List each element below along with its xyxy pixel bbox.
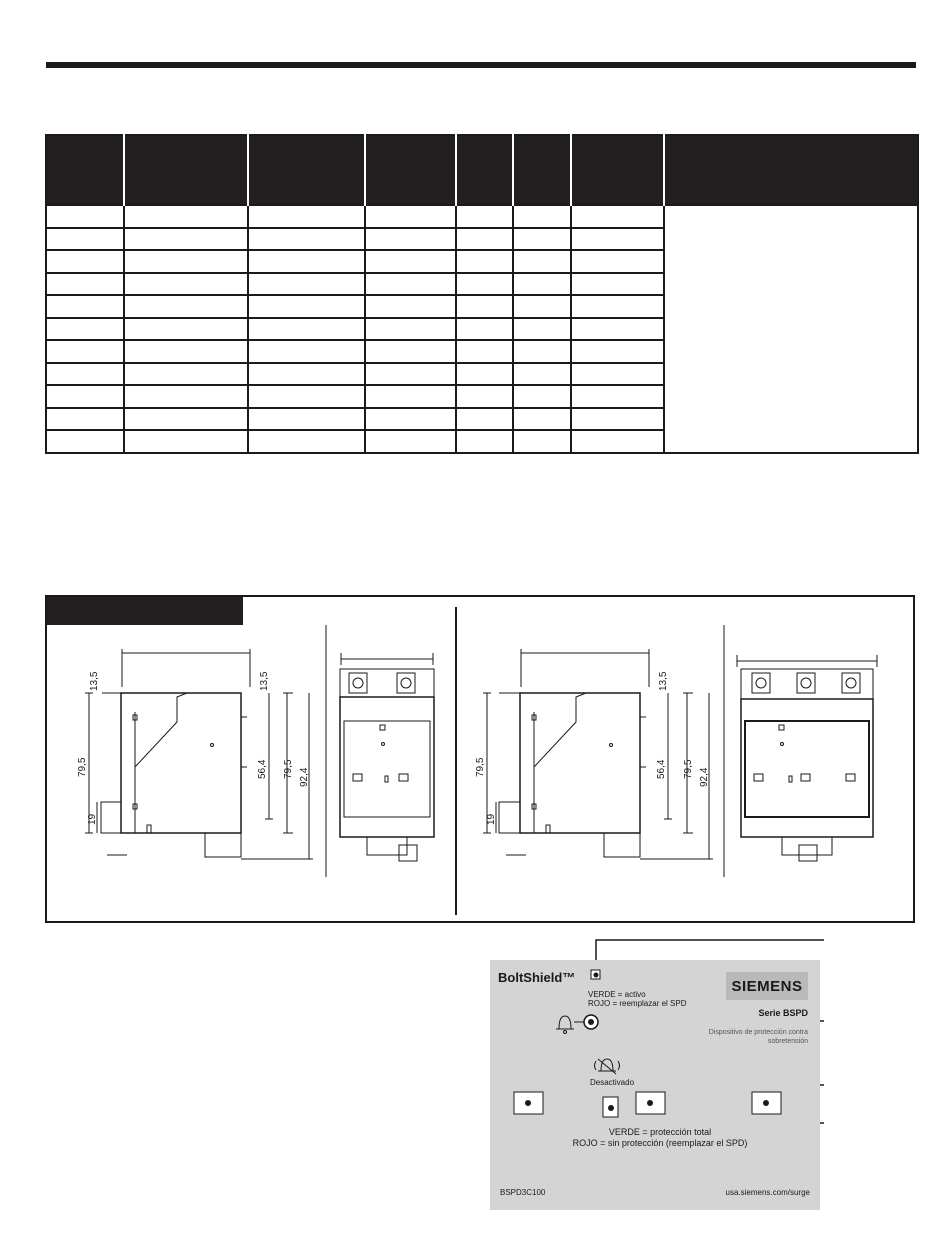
dim-label-height-mid-2: 56,4 bbox=[656, 759, 667, 779]
status-line-replace: ROJO = reemplazar el SPD bbox=[588, 999, 687, 1008]
label-series: Serie BSPD bbox=[758, 1008, 808, 1018]
status-line-active: VERDE = activo bbox=[588, 990, 646, 999]
label-graphics bbox=[490, 960, 820, 1210]
dim-label-height-total: 79,5 bbox=[77, 757, 88, 777]
protection-line-none: ROJO = sin protección (reemplazar el SPD) bbox=[572, 1138, 748, 1148]
muted-bell-icon bbox=[595, 1059, 620, 1074]
label-brand: BoltShield™ bbox=[498, 970, 576, 985]
dim-label-height-total-2: 79,5 bbox=[475, 757, 486, 777]
dim-label-right: 13,5 bbox=[259, 671, 270, 691]
dim-label-left: 13,5 bbox=[89, 671, 100, 691]
dim-label-height-right: 79,5 bbox=[283, 759, 294, 779]
dim-label-height-right-2: 79,5 bbox=[683, 759, 694, 779]
label-model: BSPD3C100 bbox=[500, 1188, 546, 1197]
label-disabled: Desactivado bbox=[590, 1078, 635, 1087]
bell-icon bbox=[556, 1016, 584, 1034]
dim-label-base-2: 19 bbox=[486, 813, 497, 825]
dim-label-height-mid: 56,4 bbox=[257, 759, 268, 779]
dim-label-right-2: 13,5 bbox=[658, 671, 669, 691]
siemens-logo: SIEMENS bbox=[726, 972, 808, 1000]
dim-label-base: 19 bbox=[87, 813, 98, 825]
dim-label-height-overall-2: 92,4 bbox=[699, 767, 710, 787]
label-description: Dispositivo de protección contra sobretensión bbox=[708, 1029, 808, 1045]
label-url: usa.siemens.com/surge bbox=[725, 1188, 810, 1197]
protection-line-full: VERDE = protección total bbox=[608, 1127, 712, 1137]
product-label bbox=[490, 960, 820, 1210]
dim-label-height-overall: 92,4 bbox=[299, 767, 310, 787]
